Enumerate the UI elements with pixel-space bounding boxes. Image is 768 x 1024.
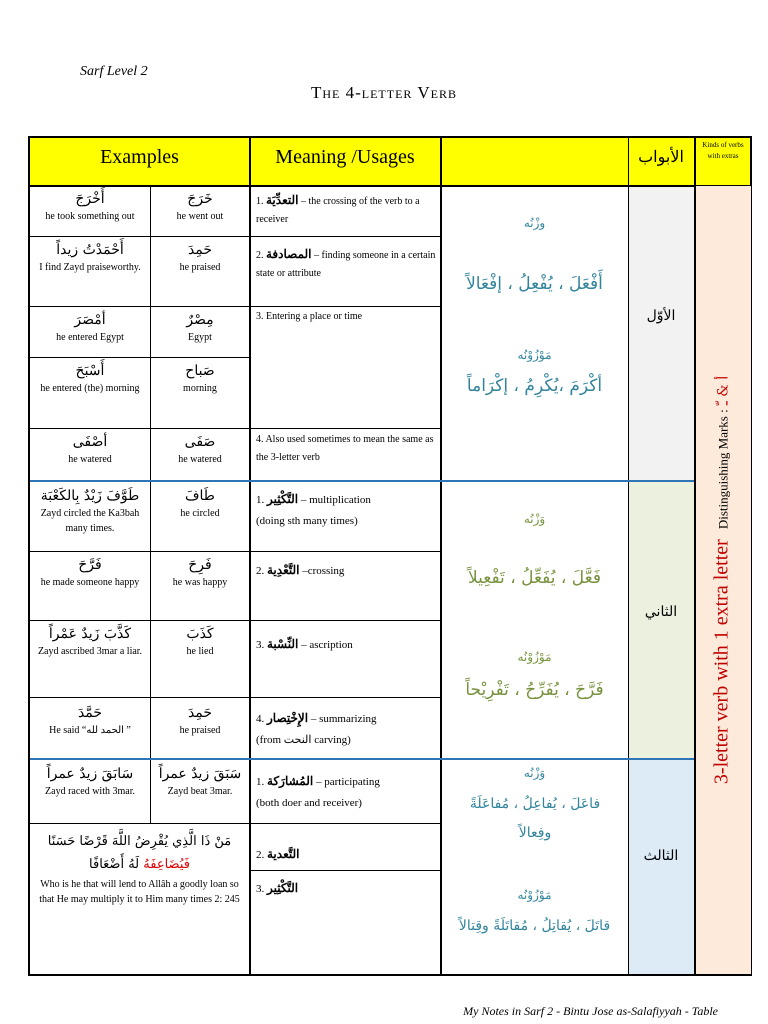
bab1-bg (629, 187, 694, 480)
footer-note: My Notes in Sarf 2 - Bintu Jose as-Salafiyyah - Table (463, 1004, 718, 1018)
col-abwab: الأبواب (638, 147, 684, 166)
example-derived-ar: فَرَّحَ (78, 557, 102, 573)
rule-v-3 (440, 138, 442, 974)
usage-note: (from النحت carving) (256, 733, 351, 746)
example-derived (30, 429, 150, 480)
example-base-ar: حَمِدَ (187, 705, 213, 721)
wazn-pattern: أَفْعَلَ ، يُفْعِلُ ، إفْعَالاً (466, 274, 603, 294)
example-derived-ar: كَذَّبَ زَيدٌ عَمْراً (48, 626, 132, 642)
usage-term-ar: النِّسْبة (267, 637, 299, 651)
example-derived (30, 237, 150, 306)
usage-term-ar: المصادفة (266, 247, 312, 261)
example-derived-ar: أمْصَرَ (74, 312, 106, 328)
usage-desc: –crossing (302, 565, 345, 577)
usage-item (250, 703, 440, 758)
wazn-pattern: فاعَلَ ، يُفاعِلُ ، مُفاعَلَةً وفِعالاً (469, 796, 601, 842)
section-divider-2 (30, 758, 694, 760)
page-title: The 4-letter Verb (310, 83, 457, 102)
usage-num: 4. (256, 713, 265, 725)
rule-s2-r3 (30, 697, 441, 698)
example-base (151, 621, 249, 697)
usage-note: (both doer and receiver) (256, 796, 362, 809)
example-base-en: he praised (179, 724, 221, 736)
mawzun-label: مَوْزُوْنُه (517, 888, 552, 902)
usage-term-ar: المُشارَكة (267, 774, 314, 788)
mawzun-example: قاتَلَ ، يُقاتِلُ ، مُقاتَلَةً وقِتالاً (458, 918, 611, 934)
example-derived-en: He said “الحمد لله ” (49, 724, 131, 736)
example-derived-en: he entered Egypt (56, 331, 124, 343)
example-base-en: he praised (179, 261, 221, 273)
usage-desc: – finding someone in a certain state or attribute (256, 250, 436, 279)
example-derived-en: he made someone happy (40, 576, 140, 588)
usage-item (250, 304, 440, 354)
side-text (711, 376, 734, 784)
quote-ar: مَنْ ذَا الَّذِي يُقْرِضُ اللَّهَ قَرْضًا حَسَنًا (47, 834, 232, 849)
example-derived-ar: أَحْمَدْتُ زيداً (56, 242, 124, 258)
usage-item (250, 427, 440, 480)
example-derived (30, 700, 150, 758)
example-base-ar: خَرَجَ (187, 191, 213, 207)
usage-item (250, 556, 440, 620)
example-derived (30, 621, 150, 697)
example-derived (30, 186, 150, 236)
usage-item (250, 874, 440, 904)
usage-desc: Also used sometimes to mean the same as the 3-letter verb (256, 434, 434, 463)
usage-desc: – ascription (301, 639, 353, 651)
bab-name: الثاني (644, 604, 678, 620)
example-derived (30, 761, 150, 823)
example-base-en: he went out (176, 210, 224, 222)
usage-term-ar: التَّعْدِية (267, 563, 300, 577)
level-label: Sarf Level 2 (80, 64, 148, 79)
example-base-en: he circled (180, 507, 220, 519)
example-derived-en: he entered (the) morning (40, 382, 140, 394)
usage-desc: Entering a place or time (266, 311, 363, 322)
usage-desc: – multiplication (300, 494, 371, 506)
example-derived (30, 358, 150, 428)
usage-num: 3. (256, 639, 265, 651)
example-base-en: morning (183, 382, 217, 394)
usage-desc: – summarizing (310, 713, 377, 725)
example-base-ar: حَمِدَ (187, 242, 213, 258)
usage-term-ar: التَّكْثِير (267, 881, 299, 895)
example-derived-en: Zayd ascribed 3mar a liar. (37, 645, 143, 657)
example-base-en: he lied (186, 645, 214, 657)
side-main: 3-letter verb with 1 extra letter (710, 539, 733, 785)
col-examples: Examples (100, 146, 179, 168)
wazn-pattern: فَعَّلَ ، يُفَعِّلُ ، تَفْعِيلاً (467, 568, 601, 588)
usage-num: 3. (256, 311, 264, 322)
wazn-label: وَزْنُه (523, 766, 546, 780)
example-derived-en: Zayd raced with 3mar. (45, 785, 135, 797)
mawzun-label: مَوْزُوْنُه (517, 348, 552, 362)
rule-s3-r1 (30, 823, 441, 824)
usage-note: (doing sth many times) (256, 514, 358, 527)
mawzun-example: فَرَّحَ ، يُفَرِّحُ ، تَفْرِيْحاً (465, 680, 604, 700)
quote-en: Who is he that will lend to Allâh a goodly loan so that He may multiply it to Him many times 2: 245 (39, 878, 240, 906)
usage-item (250, 840, 440, 870)
rule-s1-m1 (249, 236, 441, 237)
example-derived-ar: أصْفَى (72, 434, 108, 450)
usage-num: 3. (256, 883, 265, 895)
quote-ar-red: فَيُضَاعِفَهُ (143, 857, 190, 873)
example-derived-en: Zayd circled the Ka3bah many times. (40, 507, 140, 535)
example-base (151, 700, 249, 758)
usage-desc: – participating (315, 776, 380, 788)
bab3-bg (629, 760, 694, 974)
usage-desc: – the crossing of the verb to a receiver (256, 196, 420, 225)
usage-num: 2. (256, 849, 265, 861)
example-base (151, 307, 249, 357)
example-base-ar: مِصْرٌ (186, 312, 214, 328)
usage-item (250, 240, 440, 306)
example-base (151, 552, 249, 620)
usage-num: 1. (256, 196, 264, 207)
rule-s3-m1 (249, 870, 441, 871)
example-derived (30, 307, 150, 357)
example-base-en: Egypt (188, 331, 212, 343)
example-derived-ar: سَابَقَ زيدٌ عمراً (46, 766, 134, 782)
example-base (151, 761, 249, 823)
col-meaning: Meaning /Usages (275, 146, 415, 168)
usage-num: 1. (256, 494, 265, 506)
example-derived-ar: أَسْبَحَ (75, 363, 105, 379)
col-kinds: Kinds of verbs with extras (702, 141, 744, 160)
quote-ar-line2 (34, 853, 245, 876)
usage-num: 2. (256, 565, 265, 577)
example-derived-ar: طَوَّفَ زَيْدٌ بِالكَعْبَة (40, 488, 140, 504)
bab-name: الثالث (643, 848, 679, 864)
mawzun-example: أكْرَمَ ،يُكْرِمُ ، إكْرَاماً (466, 376, 603, 396)
wazn-label: وَزْنُه (523, 512, 546, 526)
quran-quote (30, 826, 249, 974)
bab-name: الأوّل (646, 308, 676, 324)
example-base (151, 429, 249, 480)
bab2-bg (629, 482, 694, 758)
wazn-label: وزْنُه (523, 216, 546, 230)
example-base (151, 237, 249, 306)
usage-term-ar: التَّعدية (267, 847, 300, 861)
example-derived-en: I find Zayd praiseworthy. (39, 261, 141, 273)
example-base-ar: سَبَقَ زيدٌ عمراً (158, 766, 242, 782)
quote-ar-rest: لَهُ أَضْعَافًا (89, 857, 140, 873)
side-sub: Distinguishing Marks : (715, 409, 731, 530)
mawzun-label: مَوْزُوْنُه (517, 650, 552, 664)
usage-item (250, 630, 440, 697)
example-base-en: Zayd beat 3mar. (167, 785, 233, 797)
usage-num: 1. (256, 776, 265, 788)
usage-term-ar: التَّكْثِير (267, 492, 299, 506)
side-marks: أ & ـّ (715, 375, 732, 406)
section-divider-1 (30, 480, 694, 482)
usage-num: 2. (256, 250, 264, 261)
usage-item (250, 484, 440, 551)
usage-item (250, 766, 440, 823)
example-base-ar: صَفَى (184, 434, 216, 450)
usage-term-ar: التعدِّيَة (266, 193, 299, 207)
example-base (151, 186, 249, 236)
usage-num: 4. (256, 434, 264, 445)
example-derived (30, 552, 150, 620)
usage-item (250, 186, 440, 236)
example-derived-en: he took something out (45, 210, 135, 222)
example-derived-en: he watered (68, 453, 112, 465)
example-base-ar: كَذَبَ (186, 626, 214, 642)
example-derived (30, 483, 150, 551)
usage-term-ar: الإِخْتِصار (267, 711, 309, 725)
example-base-ar: صَباح (185, 363, 215, 379)
example-base-ar: طَافَ (185, 488, 215, 504)
example-derived-ar: حَمَّدَ (77, 705, 103, 721)
example-base (151, 483, 249, 551)
example-base-en: he watered (178, 453, 222, 465)
example-derived-ar: أَخْرَجَ (75, 191, 105, 207)
example-base-ar: فَرِحَ (188, 557, 212, 573)
example-base (151, 358, 249, 428)
example-base-en: he was happy (172, 576, 228, 588)
